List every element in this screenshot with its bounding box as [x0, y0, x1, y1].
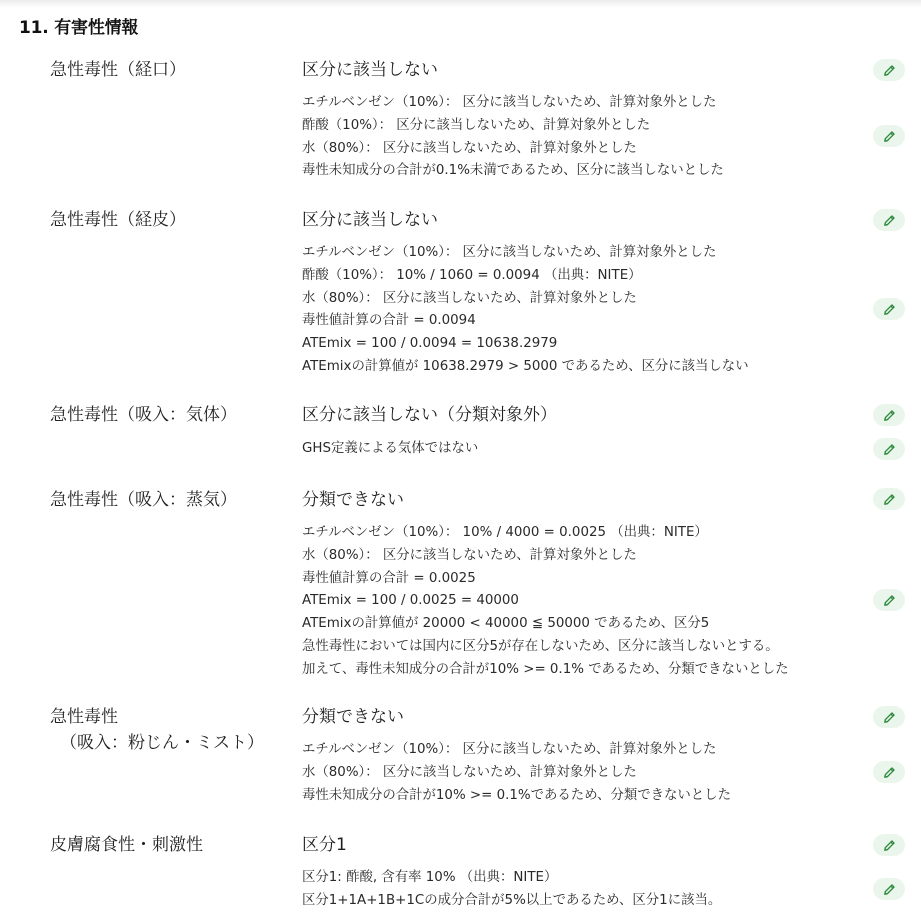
detail-line: 毒性値計算の合計 = 0.0025: [302, 570, 476, 586]
detail-line: 水（80%）： 区分に該当しないため、計算対象外とした: [302, 290, 637, 306]
row-label-main: 急性毒性: [50, 707, 118, 727]
edit-details-button[interactable]: [873, 761, 905, 783]
detail-line: 急性毒性においては国内に区分5が存在しないため、区分に該当しないとする。: [302, 638, 779, 654]
detail-line: ATEmixの計算値が 10638.2979 > 5000 であるため、区分に該当しない: [302, 358, 749, 374]
row-details: [302, 739, 731, 807]
edit-details-button[interactable]: [873, 878, 905, 900]
row-result: 分類できない: [302, 490, 404, 510]
detail-line: GHS定義による気体ではない: [302, 441, 479, 456]
detail-line: 毒性未知成分の合計が10% >= 0.1%であるため、分類できないとした: [302, 787, 731, 803]
row-label: 急性毒性（経皮）: [50, 210, 186, 230]
pencil-icon: [882, 492, 897, 507]
row-label: 急性毒性（経口）: [50, 60, 186, 80]
edit-result-button[interactable]: [873, 488, 905, 510]
detail-line: 酢酸（10%）： 区分に該当しないため、計算対象外とした: [302, 117, 651, 133]
detail-line: エチルベンゼン（10%）： 区分に該当しないため、計算対象外とした: [302, 95, 717, 110]
section-title: 11. 有害性情報: [19, 18, 139, 38]
row-details: [302, 92, 724, 183]
pencil-icon: [882, 63, 897, 78]
detail-line: 区分1: 酢酸, 含有率 10% （出典：NITE）: [302, 870, 558, 885]
pencil-icon: [882, 129, 897, 144]
edit-details-button[interactable]: [873, 438, 905, 460]
detail-line: 加えて、毒性未知成分の合計が10% >= 0.1% であるため、分類できないとした: [302, 661, 789, 677]
row-result: 分類できない: [302, 707, 404, 727]
row-label-sub: （吸入：粉じん・ミスト）: [60, 733, 264, 753]
edit-details-button[interactable]: [873, 298, 905, 320]
row-result: 区分1: [302, 835, 347, 855]
row-details: [302, 438, 478, 461]
row-label: 急性毒性（吸入：気体）: [50, 405, 237, 425]
pencil-icon: [882, 710, 897, 725]
row-label: 皮膚腐食性・刺激性: [50, 835, 203, 855]
top-shadow: [0, 0, 921, 8]
detail-line: 毒性未知成分の合計が0.1%未満であるため、区分に該当しないとした: [302, 163, 724, 179]
pencil-icon: [882, 838, 897, 853]
detail-line: エチルベンゼン（10%）： 区分に該当しないため、計算対象外とした: [302, 742, 717, 757]
row-result: 区分に該当しない（分類対象外）: [302, 405, 557, 425]
detail-line: 区分1+1A+1B+1Cの成分合計が5%以上であるため、区分1に該当。: [302, 892, 722, 908]
row-label: 急性毒性（吸入：蒸気）: [50, 490, 237, 510]
detail-line: ATEmix = 100 / 0.0094 = 10638.2979: [302, 336, 558, 352]
detail-line: エチルベンゼン（10%）： 区分に該当しないため、計算対象外とした: [302, 245, 717, 260]
pencil-icon: [882, 408, 897, 423]
edit-result-button[interactable]: [873, 209, 905, 231]
pencil-icon: [882, 765, 897, 780]
edit-result-button[interactable]: [873, 404, 905, 426]
pencil-icon: [882, 882, 897, 897]
detail-line: 水（80%）： 区分に該当しないため、計算対象外とした: [302, 547, 637, 563]
detail-line: エチルベンゼン（10%）： 10% / 4000 = 0.0025 （出典：NITE）: [302, 525, 708, 540]
edit-details-button[interactable]: [873, 589, 905, 611]
pencil-icon: [882, 593, 897, 608]
pencil-icon: [882, 302, 897, 317]
detail-line: 酢酸（10%）： 10% / 1060 = 0.0094 （出典：NITE）: [302, 267, 642, 283]
edit-result-button[interactable]: [873, 59, 905, 81]
row-label: [50, 704, 264, 756]
detail-line: 水（80%）： 区分に該当しないため、計算対象外とした: [302, 140, 637, 156]
row-result: 区分に該当しない: [302, 60, 438, 80]
row-details: [302, 242, 749, 379]
detail-line: 毒性値計算の合計 = 0.0094: [302, 313, 476, 329]
edit-result-button[interactable]: [873, 706, 905, 728]
row-details: [302, 867, 721, 913]
detail-line: 水（80%）： 区分に該当しないため、計算対象外とした: [302, 764, 637, 780]
detail-line: ATEmix = 100 / 0.0025 = 40000: [302, 593, 519, 609]
edit-result-button[interactable]: [873, 834, 905, 856]
row-result: 区分に該当しない: [302, 210, 438, 230]
pencil-icon: [882, 442, 897, 457]
row-details: [302, 522, 789, 682]
edit-details-button[interactable]: [873, 125, 905, 147]
detail-line: ATEmixの計算値が 20000 < 40000 ≦ 50000 であるため、区分5: [302, 616, 710, 632]
pencil-icon: [882, 213, 897, 228]
